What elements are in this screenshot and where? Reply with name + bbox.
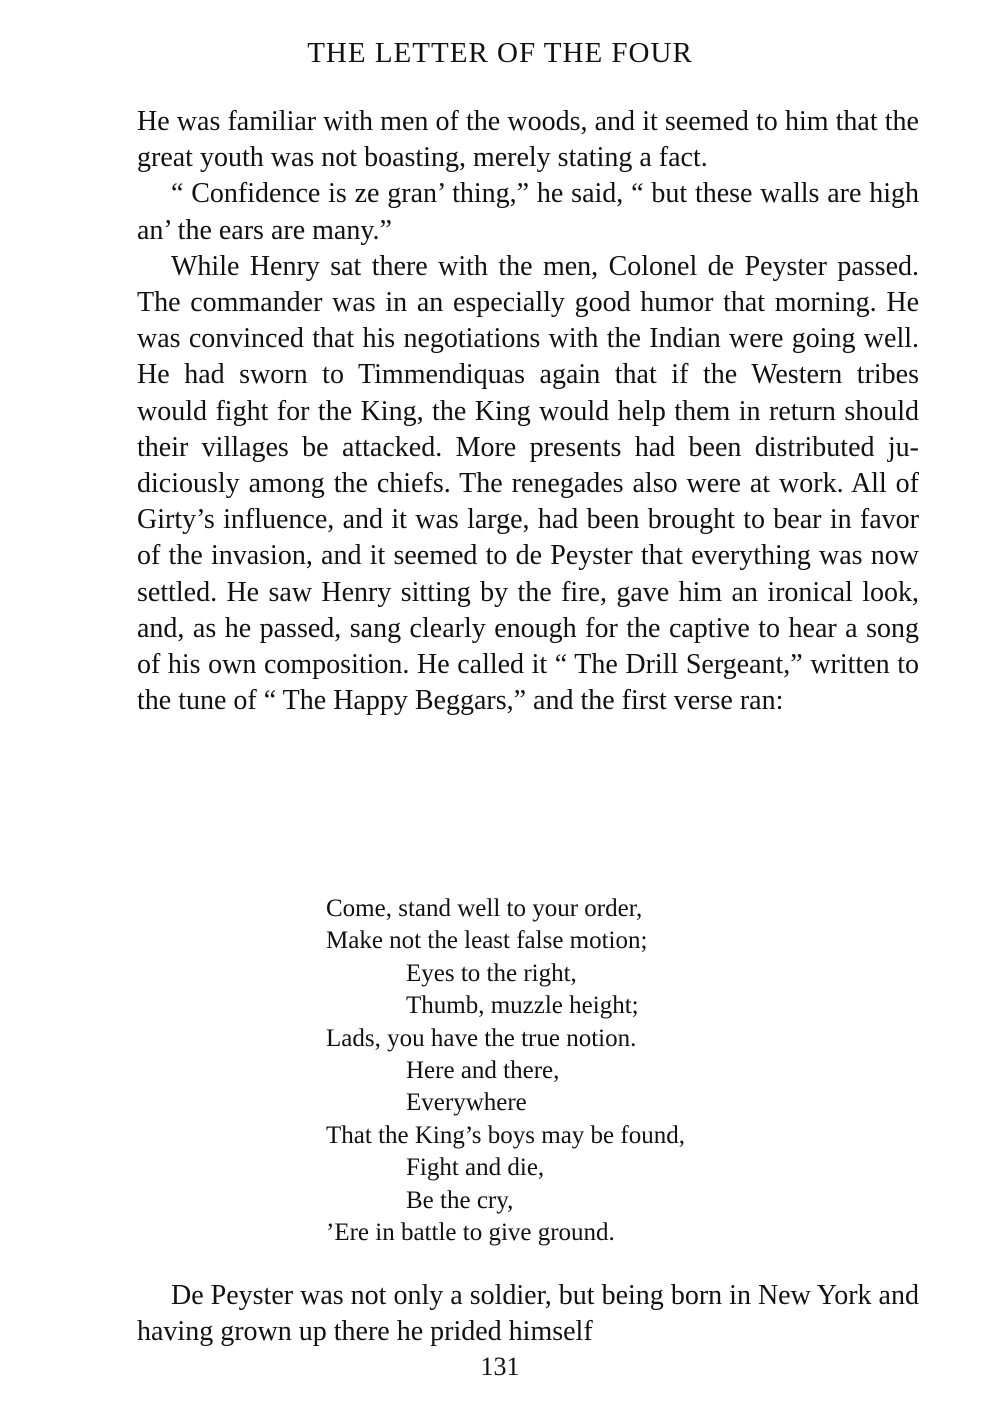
- verse-block: [326, 893, 886, 1249]
- verse-line: Lads, you have the true notion.: [326, 1024, 637, 1052]
- paragraph-continued: He was familiar with men of the woods, and it seemed to him that the great youth was not boasting, merely stating a fact.: [137, 106, 919, 174]
- verse-line: Fight and die,: [406, 1154, 545, 1182]
- verse-line: That the King’s boys may be found,: [326, 1121, 685, 1149]
- body-text-top: [137, 104, 919, 719]
- paragraph: While Henry sat there with the men, Colonel de Peyster passed. The commander was in an especially good humor that morning. He was convinced that his negotiations with the Indian were going well. He had sworn to Timmendiquas again that if the Western tribes would fight for the King, the King would help them in return should their villages be attacked. More presents had been distributed judiciously among the chiefs. The renegades also were at work. All of Girty’s influence, and it was large, had been brought to bear in favor of the invasion, and it seemed to de Peyster that everything was now settled. He saw Henry sitting by the fire, gave him an ironical look, and, as he passed, sang clearly enough for the captive to hear a song of his own composition. He called it “ The Drill Sergeant,” written to the tune of “ The Happy Beggars,” and the first verse ran:: [137, 250, 919, 717]
- verse-line: Eyes to the right,: [406, 959, 577, 987]
- body-text-bottom: [137, 1278, 919, 1350]
- verse-line: Make not the least false motion;: [326, 927, 648, 955]
- paragraph: “ Confidence is ze gran’ thing,” he said, “ but these walls are high an’ the ears are many.”: [137, 178, 919, 246]
- running-head: THE LETTER OF THE FOUR: [307, 37, 693, 69]
- verse-line: Thumb, muzzle height;: [406, 992, 639, 1020]
- verse-line: Everywhere: [406, 1089, 527, 1117]
- verse-line: Here and there,: [406, 1057, 560, 1085]
- verse-line: Be the cry,: [406, 1186, 514, 1214]
- verse-line: Come, stand well to your order,: [326, 895, 643, 922]
- paragraph: De Peyster was not only a soldier, but being born in New York and having grown up there he prided himself: [137, 1280, 919, 1348]
- page-number: 131: [480, 1352, 520, 1381]
- verse-line: ’Ere in battle to give ground.: [326, 1219, 615, 1247]
